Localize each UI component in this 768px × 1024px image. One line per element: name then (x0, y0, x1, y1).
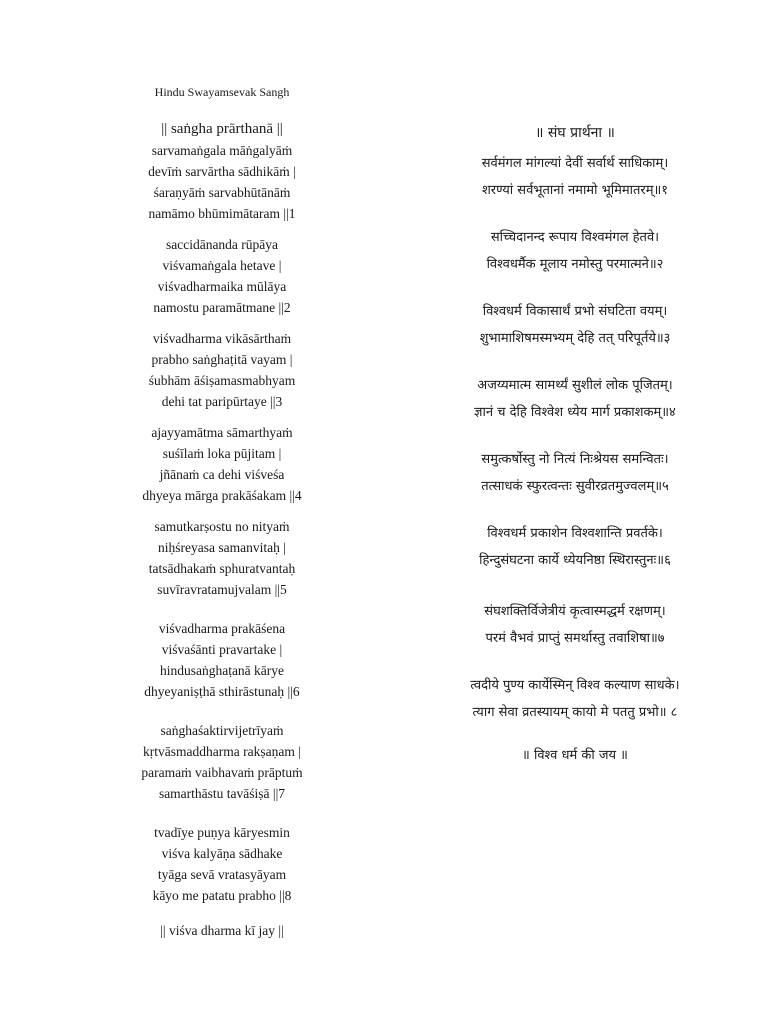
transliteration-line: tyāga sevā vratasyāyam (157, 867, 287, 882)
transliteration-stanza-1 (80, 140, 364, 224)
devanagari-line: सर्वमंगल मांगल्यां देवीं सर्वार्थ साधिकाम्। (481, 156, 669, 171)
devanagari-closing: ॥ विश्व धर्म की जय ॥ (522, 748, 628, 763)
transliteration-stanza-4 (80, 422, 364, 506)
devanagari-line: संघशक्तिर्विजेत्रीयं कृत्वास्मद्धर्म रक्षणम्। (484, 604, 666, 619)
transliteration-line: dhyeyaniṣṭhā sthirāstunaḥ ||6 (144, 684, 300, 699)
devanagari-title: ॥ संघ प्रार्थना ॥ (535, 125, 615, 141)
devanagari-line: हिन्दुसंघटना कार्ये ध्येयनिष्ठा स्थिरास्तुनः॥६ (479, 553, 671, 568)
devanagari-line: अजय्यमात्म सामर्थ्यं सुशीलं लोक पूजितम्। (477, 378, 673, 393)
transliteration-line: suvīravratamujvalam ||5 (157, 582, 287, 597)
devanagari-line: समुत्कर्षोस्तु नो नित्यं निःश्रेयस समन्वितः। (481, 452, 669, 467)
devanagari-stanza-2 (410, 224, 740, 278)
devanagari-line: सच्चिदानन्द रूपाय विश्वमंगल हेतवे। (490, 230, 660, 245)
transliteration-stanza-5 (80, 516, 364, 600)
devanagari-stanza-7 (410, 598, 740, 652)
transliteration-stanzas (80, 140, 364, 941)
transliteration-line: viśvadharma vikāsārthaṁ (152, 331, 292, 346)
transliteration-line: saṅghaśaktirvijetrīyaṁ (160, 723, 284, 738)
transliteration-stanza-7 (80, 720, 364, 804)
devanagari-stanzas (410, 150, 740, 769)
transliteration-column (80, 118, 364, 941)
transliteration-line: viśvadharmaika mūlāya (157, 279, 287, 294)
transliteration-line: jñānaṁ ca dehi viśveśa (159, 467, 285, 482)
devanagari-line: शरण्यां सर्वभूतानां नमामो भूमिमातरम्॥१ (481, 183, 669, 198)
transliteration-line: dehi tat paripūrtaye ||3 (161, 394, 283, 409)
transliteration-line: samutkarṣostu no nityaṁ (154, 519, 290, 534)
transliteration-line: saccidānanda rūpāya (165, 237, 279, 252)
devanagari-stanza-3 (410, 298, 740, 352)
transliteration-line: niḥśreyasa samanvitaḥ | (158, 540, 286, 555)
devanagari-stanza-8 (410, 672, 740, 726)
transliteration-stanza-3 (80, 328, 364, 412)
devanagari-column (410, 120, 740, 769)
transliteration-line: viśvadharma prakāśena (158, 621, 286, 636)
transliteration-line: namāmo bhūmimātaram ||1 (148, 206, 296, 221)
transliteration-stanza-8 (80, 822, 364, 906)
transliteration-line: ajayyamātma sāmarthyaṁ (151, 425, 293, 440)
transliteration-stanza-2 (80, 234, 364, 318)
transliteration-line: hindusaṅghaṭanā kārye (159, 663, 285, 678)
devanagari-line: ज्ञानं च देहि विश्वेश ध्येय मार्ग प्रकाशकम्॥४ (474, 405, 676, 420)
devanagari-line: त्याग सेवा व्रतस्यायम् कायो मे पततु प्रभो॥ ८ (472, 705, 678, 720)
transliteration-line: namostu paramātmane ||2 (153, 300, 291, 315)
transliteration-line: paramaṁ vaibhavaṁ prāptuṁ (141, 765, 303, 780)
devanagari-stanza-4 (410, 372, 740, 426)
transliteration-line: suśīlaṁ loka pūjitam | (162, 446, 282, 461)
devanagari-line: परमं वैभवं प्राप्तुं समर्थास्तु तवाशिषा॥७ (485, 631, 665, 646)
devanagari-line: त्वदीये पुण्य कार्येस्मिन् विश्व कल्याण साधके। (470, 678, 680, 693)
transliteration-line: tatsādhakaṁ sphuratvantaḥ (148, 561, 296, 576)
devanagari-line: विश्वधर्म विकासार्थं प्रभो संघटिता वयम्। (482, 304, 668, 319)
devanagari-stanza-6 (410, 520, 740, 574)
transliteration-line: tvadīye puṇya kāryesmin (154, 825, 290, 840)
transliteration-line: śubhām āśiṣamasmabhyam (148, 373, 296, 388)
devanagari-line: शुभामाशिषमस्मभ्यम् देहि तत् परिपूर्तये॥३ (479, 331, 671, 346)
org-name: Hindu Swayamsevak Sangh (154, 85, 290, 99)
transliteration-line: dhyeya mārga prakāśakam ||4 (142, 488, 302, 503)
transliteration-line: samarthāstu tavāśiṣā ||7 (158, 786, 286, 801)
transliteration-line: viśvaśānti pravartake | (161, 642, 283, 657)
devanagari-line: तत्साधकं स्फुरत्वन्तः सुवीरव्रतमुज्वलम्॥५ (481, 479, 669, 494)
transliteration-line: viśvamaṅgala hetave | (162, 258, 282, 273)
transliteration-stanza-6 (80, 618, 364, 702)
transliteration-title: || saṅgha prārthanā || (161, 121, 283, 137)
transliteration-line: kāyo me patatu prabho ||8 (152, 888, 292, 903)
transliteration-closing: || viśva dharma kī jay || (160, 923, 284, 938)
transliteration-line: viśva kalyāṇa sādhake (161, 846, 283, 861)
devanagari-stanza-5 (410, 446, 740, 500)
transliteration-line: sarvamaṅgala māṅgalyāṁ (151, 143, 293, 158)
transliteration-line: devīṁ sarvārtha sādhikāṁ | (148, 164, 296, 179)
devanagari-stanza-1 (410, 150, 740, 204)
transliteration-line: prabho saṅghaṭitā vayam | (151, 352, 293, 367)
devanagari-line: विश्वधर्म प्रकाशेन विश्वशान्ति प्रवर्तके। (487, 526, 663, 541)
devanagari-line: विश्वधर्मैक मूलाय नमोस्तु परमात्मने॥२ (486, 257, 664, 272)
transliteration-line: kṛtvāsmaddharma rakṣaṇam | (143, 744, 301, 759)
transliteration-line: śaraṇyāṁ sarvabhūtānāṁ (153, 185, 291, 200)
